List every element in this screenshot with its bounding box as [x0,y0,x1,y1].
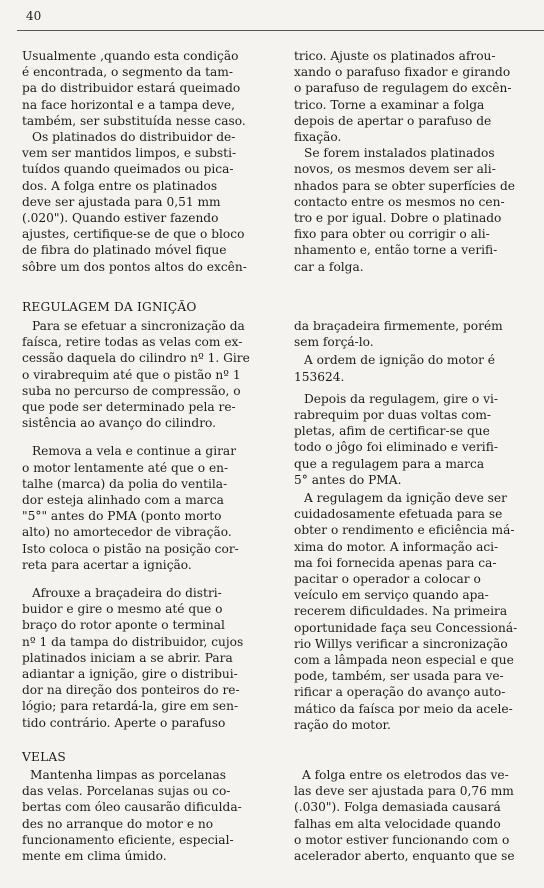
paragraph: Os platinados do distribuidor de- vem ser mantidos limpos, e substi- tuídos quando queimados ou pica- dos. A folga entre os platinados deve ser ajustada para 0,51 mm (.020"). Quando estiver fazendo ajustes, certifique-se de que o bloco de fibra do platinado móvel fique sôbre um dos pontos altos do excên- [22,130,247,274]
paragraph: Afrouxe a braçadeira do distri- buidor e gire o mesmo até que o braço do rotor aponte o terminal nº 1 da tampa do distribuidor, cujos platinados iniciam a se abrir. Para adiantar a ignição, gire o distribui- dor na direção dos ponteiros do re- lógio; para retardá-la, gire em sen- tido contrário. Aperte o parafuso [22,586,244,730]
paragraph: trico. Ajuste os platinados afrou- xando o parafuso fixador e girando o parafuso de regulagem do excên- trico. Torne a examinar a folga depois de apertar o parafuso de fixação. [294,49,512,145]
paragraph: A ordem de ignição do motor é 153624. [294,353,495,384]
right-block-2 [294,318,526,733]
header-rule [17,30,544,31]
page-number: 40 [26,9,42,23]
paragraph: Para se efetuar a sincronização da faísca, retire todas as velas com ex- cessão daquela do cilindro nº 1. Gire o virabrequim até que o pistão nº 1 suba no percurso de compressão, o que pode ser determinado pela re- sistência ao avanço do cilindro. [22,319,250,431]
paragraph: A folga entre os eletrodos das ve- las deve ser ajustada para 0,76 mm (.030"). Folga demasiada causará falhas em alta velocidade quando o motor estiver funcionando com o acelerador aberto, enquanto que se [294,768,515,864]
paragraph: Se forem instalados platinados novos, os mesmos devem ser ali- nhados para se obter superfícies de contacto entre os mesmos no cen- tro e por igual. Dobre o platinado fixo para obter ou corrigir o ali- nhamento e, então torne a verifi- car a folga. [294,146,515,274]
paragraph: Depois da regulagem, gire o vi- rabrequim por duas voltas com- pletas, afim de certificar-se que todo o jôgo foi eliminado e verifi- que a regulagem para a marca 5° antes do PMA. [294,391,498,487]
paragraph: da braçadeira firmemente, porém sem forçá-lo. [294,319,503,350]
paragraph: A regulagem da ignição deve ser cuidadosamente efetuada para se obter o rendimento e eficiência má- xima do motor. A informação aci- ma foi fornecida apenas para ca- pacitar o operador a colocar o veículo em serviço quando apa- recerem dificuldades. Na primeira oportunidade faça seu Concessioná- rio Willys verificar a sincronização com a lâmpada neon especial e que pode, também, ser usada para ve- rificar a operação do avanço auto- mático da faísca por meio da acele- ração do motor. [294,491,518,732]
section-heading-velas: VELAS [22,750,66,764]
right-block-3 [294,767,526,864]
paragraph: Mantenha limpas as porcelanas das velas. Porcelanas sujas ou co- bertas com óleo causarão dificulda- des no arranque do motor e no funcionamento eficiente, especial- mente em clima úmido. [22,768,242,864]
left-block-1 [22,48,260,275]
right-block-1 [294,48,526,275]
paragraph: Remova a vela e continue a girar o motor lentamente até que o en- talhe (marca) da polia do ventila- dor esteja alinhado com a marca "5°" antes do PMA (ponto morto alto) no amortecedor de vibração. Isto coloca o pistão na posição cor- reta para acertar a ignição. [22,444,239,572]
left-block-2 [22,318,260,731]
paragraph: Usualmente ,quando esta condição é encontrada, o segmento da tam- pa do distribuidor estará queimado na face horizontal e a tampa deve, também, ser substituída nesse caso. [22,49,246,128]
section-heading-ignition: REGULAGEM DA IGNIÇÃO [22,300,197,314]
left-block-3 [22,767,260,864]
